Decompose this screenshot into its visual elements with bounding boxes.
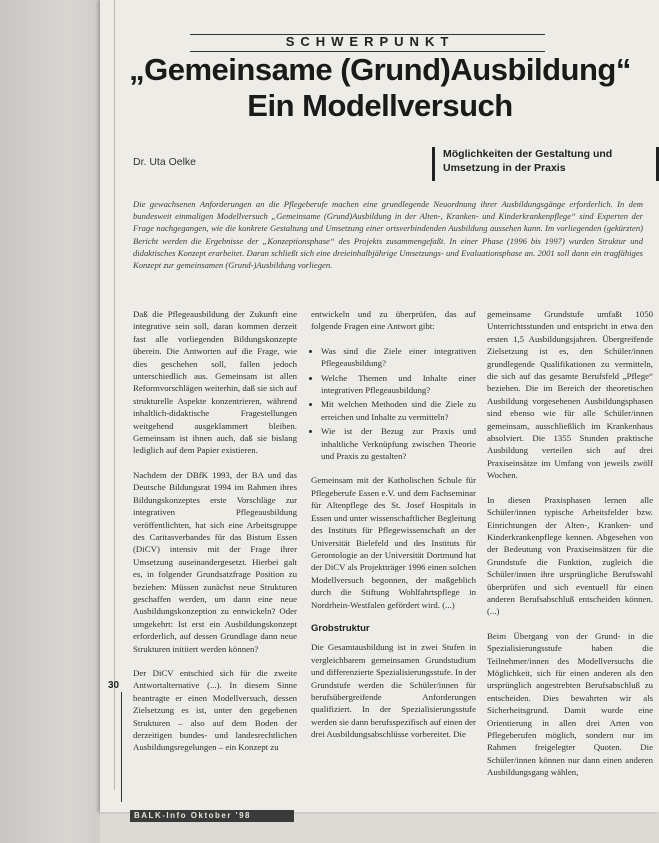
subtitle-box [432,147,659,181]
paragraph: Nachdem der DBfK 1993, der BA und das Deutsche Bildungsrat 1994 im Rahmen ihres Bildungskonzeptes erste Vorschläge zur integrativen Pflegeausbildung veröffentlichten, hat sich eine Arbeitsgruppe des Caritasverbandes für das Bistum Essen (DiCV) intensiv mit der Frage ihrer Umsetzung auseinandergesetzt. Hierbei galt es, in folgender Grundsatzfrage Position zu beziehen: Müssen zunächst neue Strukturen geschaffen werden, um dann eine neue Ausbildungskonzeption zu entwickeln? Oder umgekehrt: Ist erst ein Ausbildungskonzept erforderlich, auf dessen Grundlage dann neue Strukturen initiiert werden können? [133,469,297,654]
text-column-1 [133,308,297,766]
article-title-line1: „Gemeinsame (Grund)Ausbildung“ [129,52,631,87]
question-list [311,345,476,463]
lead-paragraph: Die gewachsenen Anforderungen an die Pflegeberufe machen eine grundlegende Neuordnung ihrer Ausbildungsgänge erforderlich. In dem bundesweit einmaligen Modellversuch „Gemeinsame (Grund)Ausbildung in der Alten-, Kranken- und Kinderkrankenpflege“ sind Experten der Frage nachgegangen, wie die konkrete Gestaltung und Umsetzung einer ortsverbindenden Ausbildung aussehen kann. Im vorliegenden (gekürzten) Bericht werden die Ergebnisse der „Konzeptionsphase“ des Projekts zusammengefaßt. In einer Phase (1996 bis 1997) wurden Struktur und didaktisches Konzept erarbeitet. Daran schließt sich eine dreieinhalbjährige Umsetzungs- und Evaluationsphase an. 2001 soll dann ein tragfähiges Konzept zur gemeinsamen (Grund-)Ausbildung vorliegen. [133,199,643,271]
paragraph: gemeinsame Grundstufe umfaßt 1050 Unterrichtsstunden und entspricht in etwa den ersten 1,5 Ausbildungsjahren. Übergreifende Zielsetzung ist es, den Schüler/innen grundlegende Qualifikationen zu vermitteln, die sich auf das gesamte Berufsfeld „Pflege“ beziehen. Die im Bereich der theoretischen Ausbildung vorgesehenen Ausbildungsphasen sind ebenso wie für alle Schüler/innen gemeinsam, ausschließlich im Krankenhaus absolviert. Die 1355 Stunden praktische Ausbildung verteilen sich auf drei Praxiseinsätze im Umfang von jeweils zwölf Wochen. [487,309,653,481]
list-item: • Wie ist der Bezug zur Praxis und inhaltliche Verknüpfung zwischen Theorie und Praxis zu gestalten? [321,425,476,462]
paragraph: entwickeln und zu überprüfen, das auf folgende Fragen eine Antwort gibt: [311,309,476,332]
text-column-2 [311,308,476,753]
subtitle-line2: Umsetzung in der Praxis [443,162,566,174]
paragraph: Der DiCV entschied sich für die zweite Antwortalternative (...). In diesem Sinne beantragte er einen Modellversuch, dessen Zielsetzung es ist, unter den gegebenen Strukturen – also auf dem Boden der derzeitigen bundes- und landesrechtlichen Ausbildungsregelungen – ein Konzept zu [133,667,297,753]
paragraph: Die Gesamtausbildung ist in zwei Stufen in vergleichbarem gemeinsamen Grundstudium und differenzierte Spezialisierungsstufe. In der Grundstufe werden die Schüler/innen für berufsübergreifende Anforderungen qualifiziert. In der Spezialisierungsstufe werden sie dann berufsspezifisch auf einen der drei Ausbildungsabschlüsse vorbereitet. Die [311,642,476,740]
page-fold-line [114,0,115,790]
text-column-3 [487,308,653,791]
author-name: Dr. Uta Oelke [133,156,197,168]
paragraph: Beim Übergang von der Grund- in die Spezialisierungsstufe haben die Teilnehmer/innen des Modellversuchs die Möglichkeit, sich für einen anderen als den ursprünglich angestrebten Berufsabschluß zu entscheiden. Dies bewahrten wir als Sicherheitsgrund. Damit wurde eine Orientierung in allen drei Arten von Pflegeberufen möglich, sondern nur im Rahmen freigelegter Quoten. Die Schüler/innen können nur dann einen anderen Ausbildungsgang wählen, [487,630,653,778]
article-title-line2: Ein Modellversuch [247,88,513,123]
paragraph: Daß die Pflegeausbildung der Zukunft eine integrative sein soll, daran kommen derzeit fast alle vorliegenden Bildungskonzepte überein. Die Antworten auf die Frage, wie dies geschehen soll, fallen jedoch unterschiedlich aus. Gemeinsam ist allen Reformvorschlägen weiterhin, daß sie sich auf strukturelle Aspekte konzentrieren, während inhaltlich-didaktische Fragestellungen weitgehend ausgeklammert bleiben. Gemeinsam ist ihnen auch, daß sie bislang lediglich auf dem Papier existieren. [133,309,297,456]
paragraph: Gemeinsam mit der Katholischen Schule für Pflegeberufe Essen e.V. und dem Fachseminar für Altenpflege des St. Josef Hospitals in Essen und unter wissenschaftlicher Begleitung des Instituts für Pflegewissenschaft an der Universität Bielefeld und des Instituts für Gerontologie an der Universität Dortmund hat der DiCV als Projektträger 1996 einen solchen Modellversuch begonnen, der maßgeblich durch die Stiftung Wohlfahrtspflege in Nordrhein-Westfalen gefördert wird. (...) [311,475,476,610]
list-item: • Was sind die Ziele einer integrativen Pflegeausbildung? [321,345,476,370]
list-item: • Welche Themen und Inhalte einer integrativen Pflegeausbildung? [321,372,476,397]
list-item: • Mit welchen Methoden sind die Ziele zu erreichen und Inhalte zu vermitteln? [321,398,476,423]
scan-background-left [0,0,100,843]
subtitle-line1: Möglichkeiten der Gestaltung und [443,148,613,160]
section-heading: Grobstruktur [311,622,370,634]
page-number-rule [121,692,122,802]
page-number: 30 [108,680,120,691]
section-kicker: SCHWERPUNKT [285,34,455,49]
magazine-footer: BALK-Info Oktober '98 [130,810,294,822]
paragraph: In diesen Praxisphasen lernen alle Schüler/innen typische Arbeitsfelder bzw. Einrichtungen der Alten-, Kranken- und Kinderkrankenpflege kennen. Abgesehen von der Bedeutung von Praxiseinsätzen für die Grundstufe die Funktion, zugleich die Schüler/innen ihre ursprüngliche Berufswahl überprüfen und sich eventuell für einen anderen Berufsabschluß entscheiden können. (...) [487,494,653,617]
